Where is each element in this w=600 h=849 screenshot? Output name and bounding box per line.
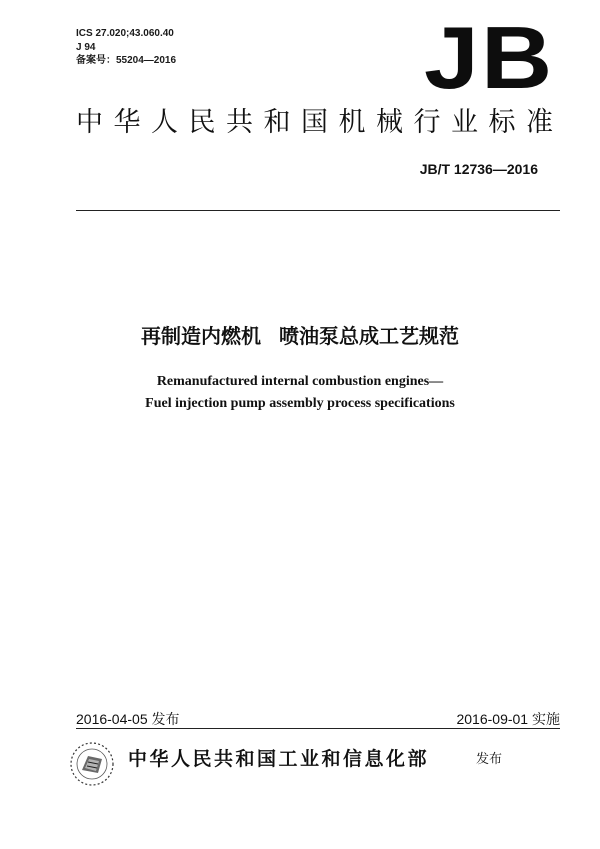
top-divider [76, 210, 560, 211]
filing-number: 备案号：55204—2016 [76, 55, 177, 66]
document-title-cn-part1: 再制造内燃机 [141, 324, 261, 348]
ccs-code: J 94 [76, 42, 96, 53]
jb-logo: JB [424, 8, 555, 107]
issue-date: 2016-04-05 发布 [76, 711, 180, 727]
document-title-en-line2: Fuel injection pump assembly process specifications [145, 396, 455, 411]
standard-category-title: 中华人民共和国机械行业标准 [76, 107, 564, 138]
ics-code: ICS 27.020;43.060.40 [76, 28, 174, 39]
ministry-seal-icon [68, 740, 116, 788]
document-title-en-line1: Remanufactured internal combustion engines— [156, 374, 444, 389]
standard-number: JB/T 12736—2016 [419, 161, 538, 177]
issuing-authority: 中华人民共和国工业和信息化部 [128, 748, 430, 770]
document-title-cn [0, 321, 600, 351]
issuing-authority-suffix: 发布 [476, 752, 503, 767]
implementation-date: 2016-09-01 实施 [456, 711, 560, 727]
document-title-cn-part2: 喷油泵总成工艺规范 [279, 324, 459, 348]
bottom-divider [76, 728, 560, 729]
